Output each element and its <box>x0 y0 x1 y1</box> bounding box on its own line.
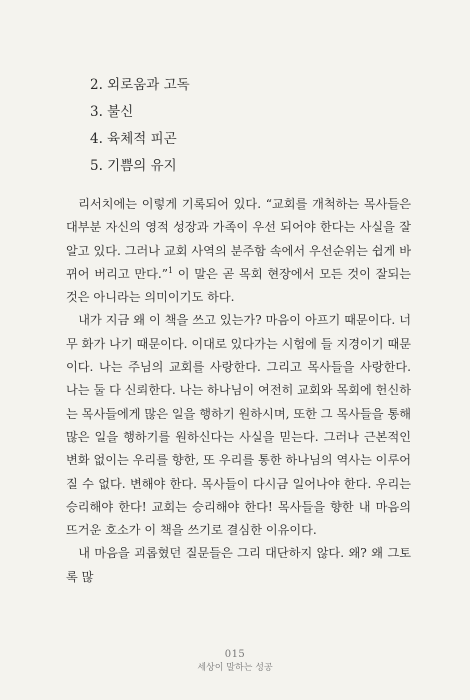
paragraph-text: 내 마음을 괴롭혔던 질문들은 그리 대단하지 않다. 왜? 왜 그토록 많 <box>66 546 411 584</box>
paragraph <box>66 193 411 309</box>
list-item: 3. 불신 <box>90 104 134 120</box>
paragraph <box>66 309 411 542</box>
numbered-list <box>90 72 190 180</box>
paragraph-text: 이 말은 곧 목회 현장에서 모든 것이 잘되는 것은 아니라는 의미이기도 하다. <box>66 266 411 305</box>
paragraph-text: 리서치에는 이렇게 기록되어 있다. “교회를 개척하는 목사들은 대부분 자신의 영적 성장과 가족이 우선 되어야 한다는 사실을 잘 알고 있다. 그러나 교회 사역의 분주함 속에서 우선순위는 쉽게 바뀌어 버리고 만다.” <box>66 197 411 281</box>
paragraph-text: 내가 지금 왜 이 책을 쓰고 있는가? 마음이 아프기 때문이다. 너무 화가 나기 때문이다. 이대로 있다가는 시험에 들 지경이기 때문이다. 나는 주님의 교회를 사랑한다. 그리고 목사들을 사랑한다. 나는 둘 다 신뢰한다. 나는 하나님이 여전히 교회와 목회에 헌신하는 목사들에게 많은 일을 행하기 원하시며, 또한 그 목사들을 통해 많은 일을 행하기를 원하신다는 사실을 믿는다. 그러나 근본적인 변화 없이는 우리를 향한, 또 우리를 통한 하나님의 역사는 이루어질 수 없다. 변해야 한다. 목사들이 다시금 일어나야 한다. 우리는 승리해야 한다! 교회는 승리해야 한다! 목사들을 향한 내 마음의 뜨거운 호소가 이 책을 쓰기로 결심한 이유이다. <box>66 313 411 538</box>
footnote-marker: 1 <box>167 265 174 275</box>
page-number: 015 <box>224 649 246 660</box>
list-item: 5. 기쁨의 유지 <box>90 158 177 174</box>
list-item: 2. 외로움과 고독 <box>90 77 190 93</box>
page-footer <box>0 648 470 675</box>
list-item: 4. 육체적 피곤 <box>90 131 177 147</box>
paragraph <box>66 542 411 589</box>
body-text <box>66 193 411 589</box>
running-title: 세상이 말하는 성공 <box>197 663 273 673</box>
